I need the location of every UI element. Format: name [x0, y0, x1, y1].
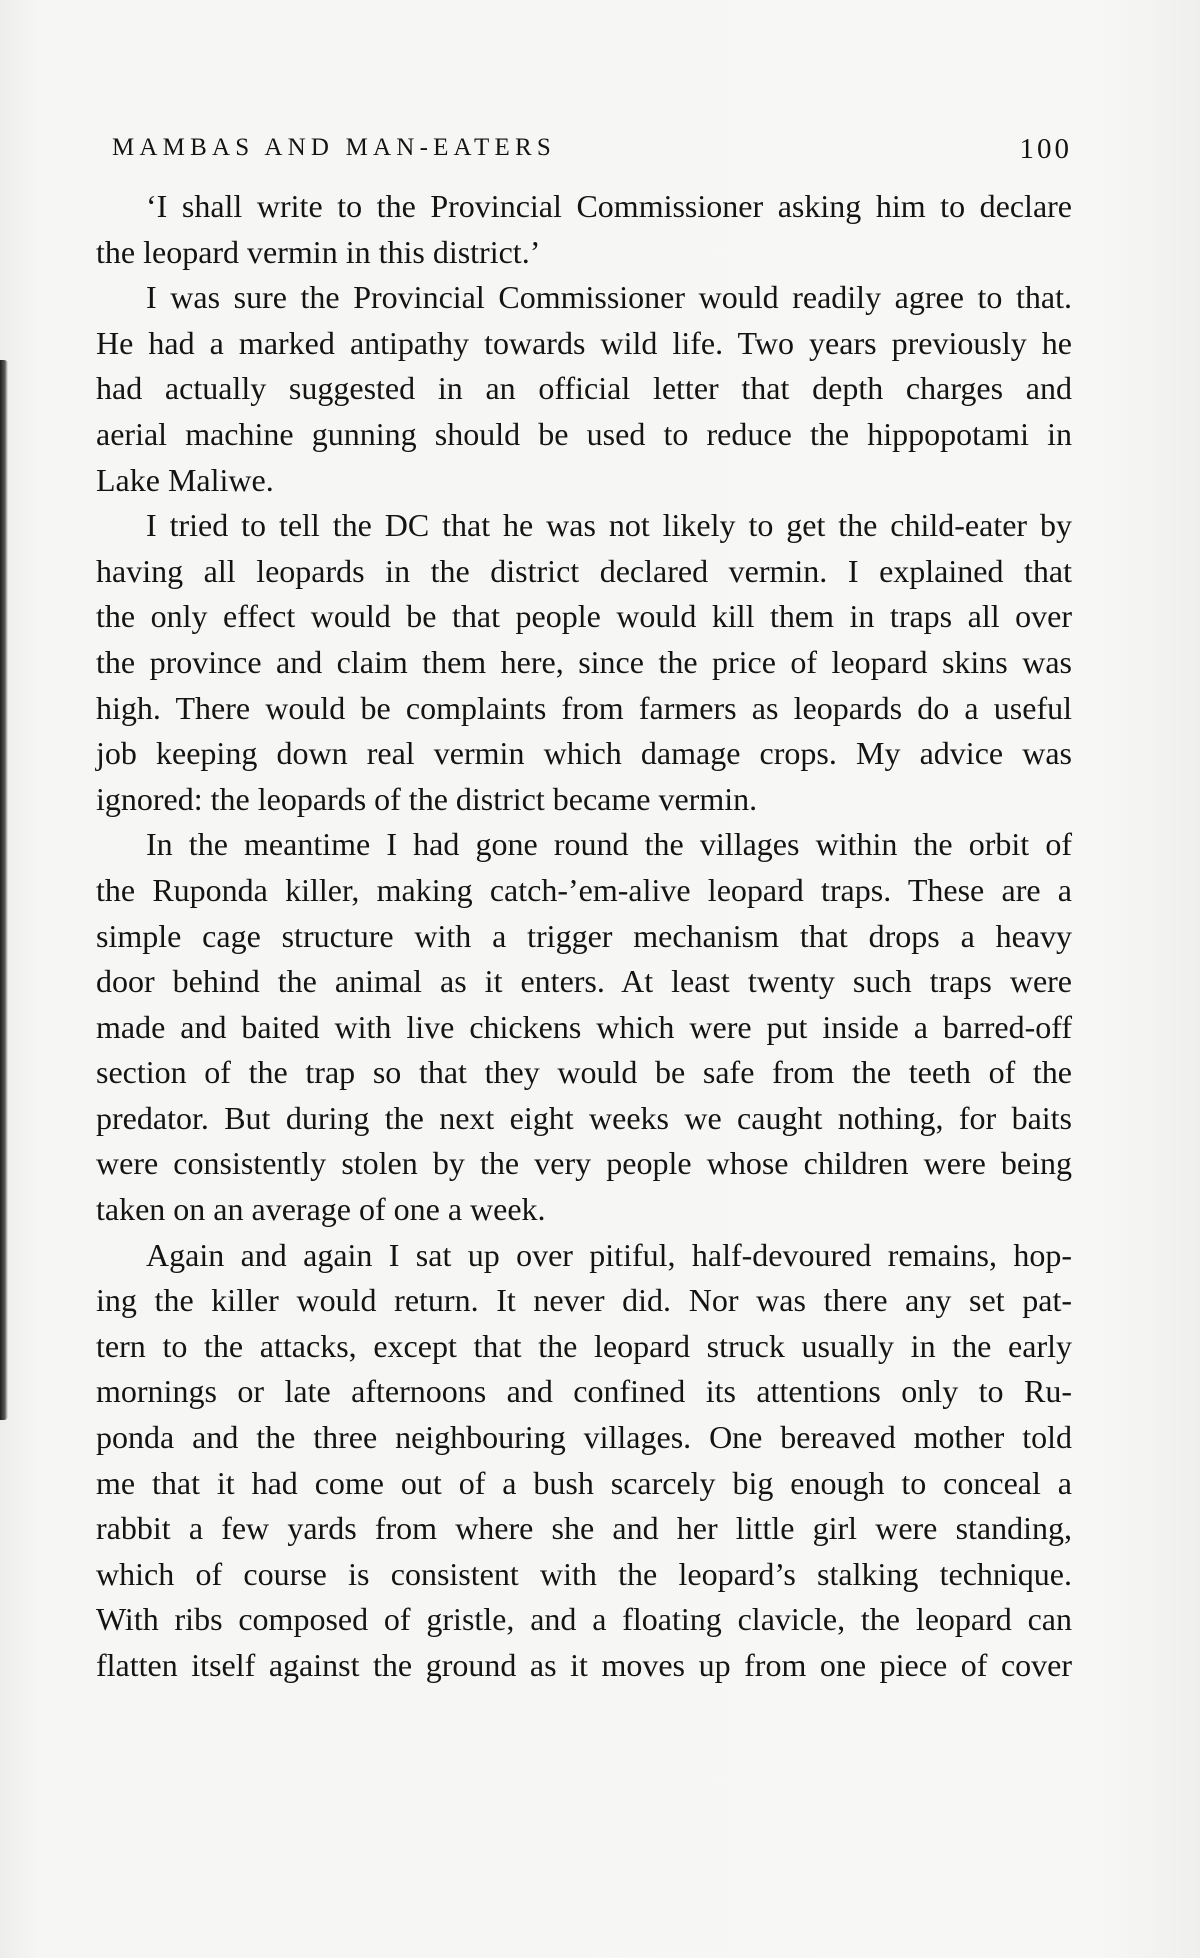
text-line: With ribs composed of gristle, and a floating clavicle, the leopard can [96, 1601, 1072, 1638]
text-line: aerial machine gunning should be used to reduce the hippopotami in [96, 415, 1072, 452]
text-line: which of course is consistent with the leopard’s stalking technique. [96, 1555, 1072, 1592]
text-line: Lake Maliwe. [96, 461, 274, 498]
body-text [96, 184, 1072, 1689]
text-line: rabbit a few yards from where she and her little girl were standing, [96, 1510, 1072, 1547]
text-line: high. There would be complaints from farmers as leopards do a useful [96, 689, 1072, 726]
text-line: ponda and the three neighbouring villages. One bereaved mother told [96, 1419, 1072, 1456]
text-line: had actually suggested in an official letter that depth charges and [96, 370, 1072, 407]
text-line: I was sure the Provincial Commissioner would readily agree to that. [146, 279, 1072, 316]
text-line: the only effect would be that people would kill them in traps all over [96, 598, 1072, 635]
text-line: mornings or late afternoons and confined its attentions only to Ru- [96, 1373, 1072, 1410]
running-title: MAMBAS AND MAN-EATERS [112, 134, 556, 161]
text-line: the Ruponda killer, making catch-’em-alive leopard traps. These are a [96, 871, 1072, 908]
text-line: having all leopards in the district declared vermin. I explained that [96, 552, 1072, 589]
text-line: were consistently stolen by the very people whose children were being [96, 1145, 1072, 1182]
text-line: section of the trap so that they would be safe from the teeth of the [96, 1054, 1072, 1091]
text-line: the province and claim them here, since the price of leopard skins was [96, 643, 1072, 680]
page-number: 100 [1019, 133, 1072, 165]
text-line: me that it had come out of a bush scarcely big enough to conceal a [96, 1464, 1072, 1501]
text-line: door behind the animal as it enters. At least twenty such traps were [96, 963, 1072, 1000]
text-line: simple cage structure with a trigger mechanism that drops a heavy [96, 917, 1072, 954]
text-line: I tried to tell the DC that he was not likely to get the child-eater by [146, 507, 1072, 544]
text-line: the leopard vermin in this district.’ [96, 233, 541, 270]
text-line: taken on an average of one a week. [96, 1191, 546, 1228]
text-line: flatten itself against the ground as it moves up from one piece of cover [96, 1647, 1072, 1683]
text-line: tern to the attacks, except that the leopard struck usually in the early [96, 1327, 1072, 1364]
text-line: Again and again I sat up over pitiful, half-devoured remains, hop- [146, 1236, 1072, 1273]
binding-shadow [0, 360, 8, 1420]
text-line: ignored: the leopards of the district became vermin. [96, 780, 758, 817]
text-line: job keeping down real vermin which damage crops. My advice was [96, 735, 1072, 772]
text-line: ‘I shall write to the Provincial Commissioner asking him to declare [146, 188, 1072, 224]
running-head [112, 134, 1072, 174]
text-line: made and baited with live chickens which were put inside a barred-off [96, 1008, 1072, 1045]
text-line: predator. But during the next eight weeks we caught nothing, for baits [96, 1099, 1072, 1136]
text-line: In the meantime I had gone round the villages within the orbit of [146, 826, 1072, 863]
text-line: He had a marked antipathy towards wild life. Two years previously he [96, 324, 1072, 361]
text-line: ing the killer would return. It never did. Nor was there any set pat- [96, 1282, 1072, 1319]
